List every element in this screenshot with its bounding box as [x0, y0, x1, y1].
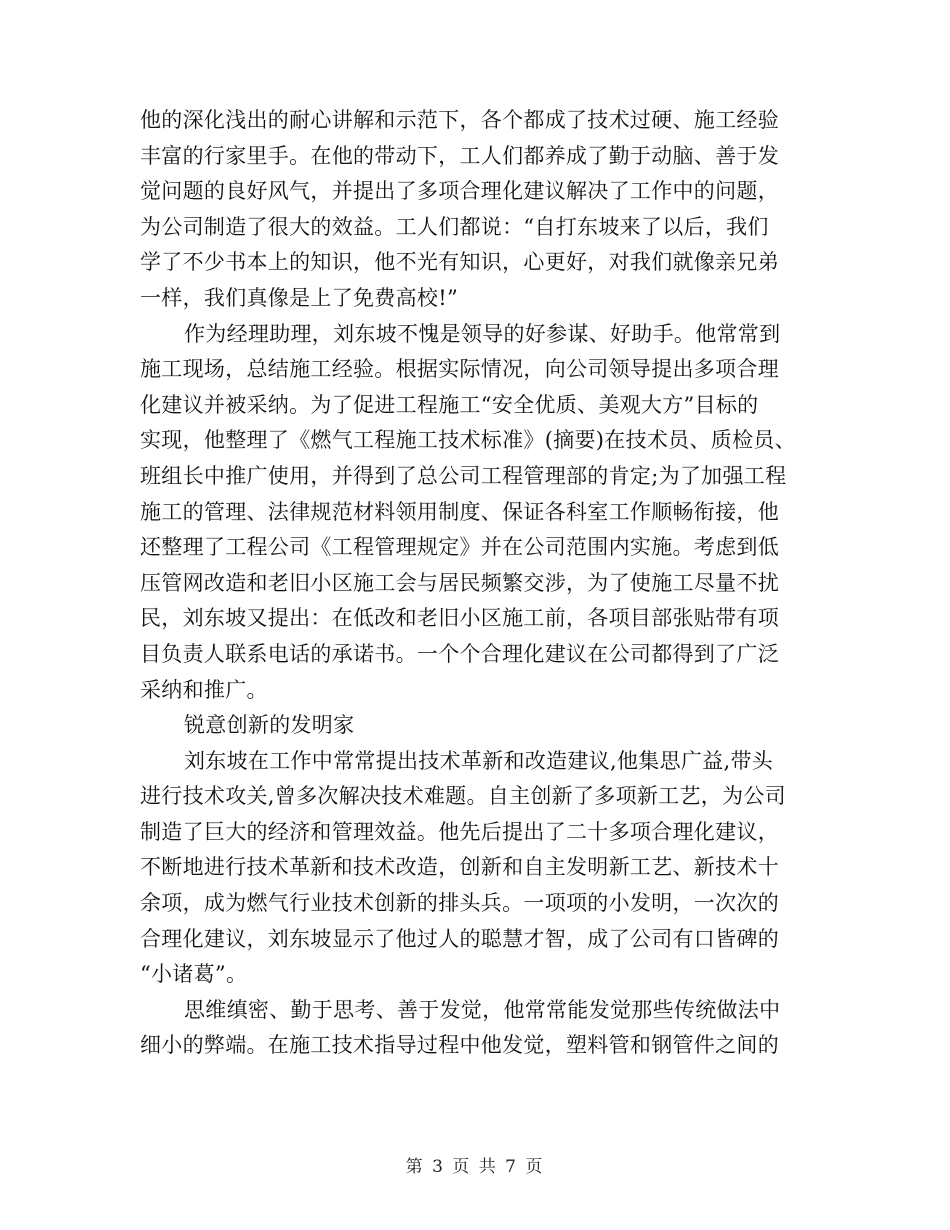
text-line: 作为经理助理，刘东坡不愧是领导的好参谋、好助手。他常常到: [184, 321, 781, 346]
text-line: “小诸葛”。: [140, 962, 248, 987]
document-body: [140, 103, 810, 1064]
text-line: 丰富的行家里手。在他的带动下，工人们都养成了勤于动脑、善于发: [140, 143, 779, 168]
text-line: 班组长中推广使用，并得到了总公司工程管理部的肯定;为了加强工程: [140, 463, 787, 488]
text-line: 为公司制造了很大的效益。工人们都说：“自打东坡来了以后，我们: [140, 214, 769, 239]
text-line: 实现，他整理了《燃气工程施工技术标准》(摘要)在技术员、质检员、: [140, 428, 796, 453]
text-line: 施工的管理、法律规范材料领用制度、保证各科室工作顺畅衔接，他: [140, 499, 779, 524]
text-line: 目负责人联系电话的承诺书。一个个合理化建议在公司都得到了广泛: [140, 641, 779, 666]
text-line: 觉问题的良好风气，并提出了多项合理化建议解决了工作中的问题，: [140, 179, 779, 204]
text-line: 民，刘东坡又提出：在低改和老旧小区施工前，各项目部张贴带有项: [140, 606, 779, 631]
text-line: 思维缜密、勤于思考、善于发觉，他常常能发觉那些传统做法中: [184, 997, 781, 1022]
text-line: 刘东坡在工作中常常提出技术革新和改造建议,他集思广益,带头: [184, 748, 774, 773]
text-line: 余项，成为燃气行业技术创新的排头兵。一项项的小发明，一次次的: [140, 891, 779, 916]
text-line: 进行技术攻关,曾多次解决技术难题。自主创新了多项新工艺，为公司: [140, 784, 786, 809]
text-line: 压管网改造和老旧小区施工会与居民频繁交涉，为了使施工尽量不扰: [140, 570, 779, 595]
text-line: 一样，我们真像是上了免费高校!”: [140, 285, 458, 310]
text-line: 细小的弊端。在施工技术指导过程中他发觉，塑料管和钢管件之间的: [140, 1033, 779, 1058]
text-line: 施工现场，总结施工经验。根据实际情况，向公司领导提出多项合理: [140, 357, 779, 382]
text-line: 学了不少书本上的知识，他不光有知识，心更好，对我们就像亲兄弟: [140, 250, 779, 275]
text-line: 采纳和推广。: [140, 677, 268, 702]
text-line: 他的深化浅出的耐心讲解和示范下，各个都成了技术过硬、施工经验: [140, 108, 779, 132]
text-line: 制造了巨大的经济和管理效益。他先后提出了二十多项合理化建议，: [140, 819, 779, 844]
text-line: 还整理了工程公司《工程管理规定》并在公司范围内实施。考虑到低: [140, 535, 779, 560]
text-line: 不断地进行技术革新和技术改造，创新和自主发明新工艺、新技术十: [140, 855, 779, 880]
section-heading: 锐意创新的发明家: [184, 713, 355, 738]
text-line: 合理化建议，刘东坡显示了他过人的聪慧才智，成了公司有口皆碑的: [140, 926, 779, 951]
text-line: 化建议并被采纳。为了促进工程施工“安全优质、美观大方”目标的: [140, 392, 759, 417]
page-number-footer: 第 3 页 共 7 页: [405, 1157, 545, 1177]
